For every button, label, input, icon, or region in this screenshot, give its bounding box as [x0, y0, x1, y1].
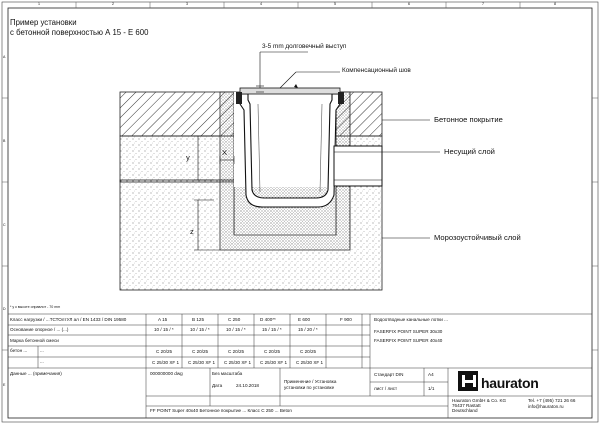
row-b1b-label: ... [40, 348, 44, 353]
concrete-xf-4: С 25/30 XF 1 [260, 360, 288, 365]
class-d400: D 400** [260, 317, 276, 322]
annotation-joint: Компенсационный шов [342, 67, 411, 74]
frame-marker-top-7: 7 [482, 2, 484, 6]
sheet-number: 1/1 [428, 386, 435, 391]
frame-marker-left-e: E [3, 383, 6, 387]
concrete-xf-1: С 25/30 XF 1 [152, 360, 180, 365]
company-email: info@hauraton.ru [528, 404, 564, 409]
company-name: hauraton [481, 375, 539, 391]
product-header: Водоотводные канальные лотки ... [374, 317, 448, 322]
frame-marker-top-5: 5 [334, 2, 336, 6]
title-line-2: с бетонной поверхностью А 15 - Е 600 [10, 28, 149, 37]
row-standard-label: Класс нагрузки / ...ТСТОлтУЛ ал / EN 1433 / DIN 19580 [10, 317, 127, 322]
frame-marker-left-b: B [3, 139, 6, 143]
dimension-y-label: y [186, 153, 190, 162]
dimension-z-label: z [190, 227, 194, 236]
row-b2-label: ... [40, 359, 44, 364]
basis-value-5: 15 / 20 / * [298, 327, 318, 332]
footnote: * у к высоте оправлот - 70 mm [10, 305, 61, 309]
annotation-protrusion: 3-5 mm долговечный выступ [262, 43, 347, 50]
row-concrete-label: Марка бетонной смеси [10, 338, 59, 343]
concrete-c-4: С 20/25 [264, 349, 281, 354]
frame-marker-top-4: 4 [260, 2, 262, 6]
class-f900: F 900 [340, 317, 352, 322]
annotation-concrete-surface: Бетонное покрытие [434, 115, 503, 124]
frame-marker-top-8: 8 [554, 2, 556, 6]
concrete-xf-3: С 25/30 XF 1 [224, 360, 252, 365]
frame-marker-left-d: D [3, 307, 6, 311]
company-address-1: Hauraton GmbH & Co. KG [452, 398, 507, 403]
frame-marker-top-3: 3 [186, 2, 188, 6]
purpose-2: установки по установке [284, 385, 335, 390]
basis-value-2: 10 / 15 / * [190, 327, 210, 332]
concrete-xf-2: С 25/30 XF 1 [188, 360, 216, 365]
class-b125: B 125 [192, 317, 205, 322]
frame-marker-top-2: 2 [112, 2, 114, 6]
annotation-load-layer: Несущий слой [444, 147, 495, 156]
frame-marker-top-1: 1 [38, 2, 40, 6]
company-address-2: 76437 Rastatt [452, 403, 481, 408]
format: A4 [428, 372, 434, 377]
concrete-c-3: С 20/25 [228, 349, 245, 354]
company-logo [458, 373, 539, 393]
frame-marker-left-a: A [3, 55, 6, 59]
basis-value-3: 10 / 15 / * [226, 327, 246, 332]
frame-marker-left-c: C [3, 223, 6, 227]
concrete-c-5: С 20/25 [300, 349, 317, 354]
product-1: FASERFIX POINT SUPER 30x30 [374, 329, 443, 334]
row-basis-label: Основание опорное / ... (...) [10, 327, 69, 332]
title-line-1: Пример установки [10, 18, 77, 27]
class-e600: E 600 [298, 317, 311, 322]
annotation-frost-layer: Морозоустойчивый слой [434, 233, 521, 242]
standard-label: Стандарт DIN [374, 372, 404, 377]
concrete-xf-5: С 25/30 XF 1 [296, 360, 324, 365]
company-phone: Tel. +7 (495) 721 26 66 [528, 398, 576, 403]
scale: Без масштаба [212, 371, 243, 376]
drawing-number: 000000000 dwg [150, 371, 183, 376]
footer-description: FF POINT Super 40x40 Бетонное покрытие ... Класс C 250 ... Beton [150, 408, 292, 413]
class-c250: C 250 [228, 317, 241, 322]
concrete-c-1: С 20/25 [156, 349, 173, 354]
date-label: Дата [212, 383, 223, 388]
product-2: FASERFIX POINT SUPER 40x40 [374, 338, 443, 343]
drawing-title [10, 18, 148, 38]
hauraton-logo-icon [458, 373, 478, 393]
dimension-x-label: X [222, 148, 228, 157]
frame-marker-top-6: 6 [408, 2, 410, 6]
basis-value-1: 10 / 15 / * [154, 327, 174, 332]
date-value: 24.10.2018 [236, 383, 259, 388]
purpose: Применение / Установка [284, 379, 337, 384]
note-block: Данные ... (примечания) [10, 371, 62, 376]
basis-value-4: 15 / 15 / * [262, 327, 282, 332]
company-address-3: Deutschland [452, 408, 478, 413]
class-a15: A 15 [158, 317, 168, 322]
row-b1-label: бетон ... [10, 348, 28, 353]
concrete-c-2: С 20/25 [192, 349, 209, 354]
sheet-label: лист / лиcт [374, 386, 398, 391]
